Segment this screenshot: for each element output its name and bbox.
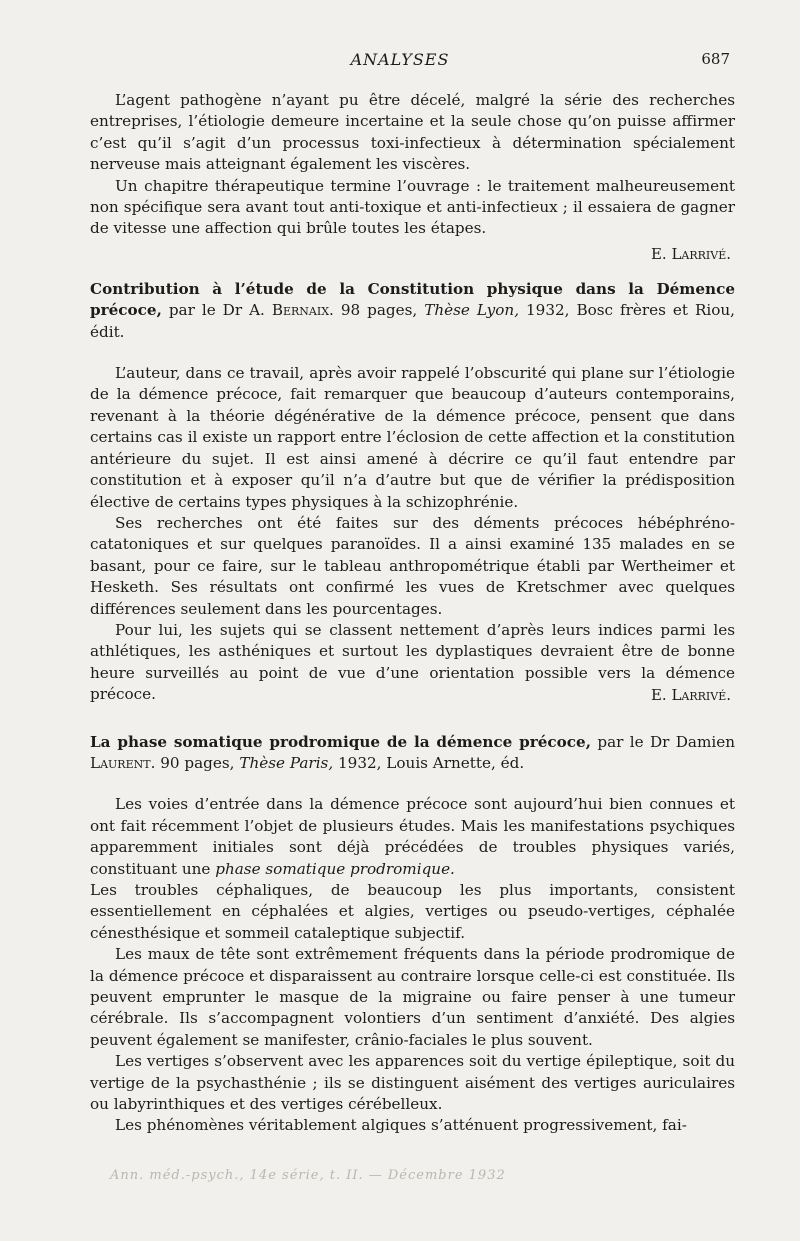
review-title: Contribution à l’étude de la Constitution physique dans la Démence précoce,: [90, 279, 735, 320]
page-number: 687: [701, 50, 730, 68]
thesis-place: Thèse Paris,: [239, 753, 334, 772]
running-head: [0, 50, 800, 74]
paragraph: L’agent pathogène n’ayant pu être décelé, malgré la série des recherches entreprises, l’étiologie demeure incertaine et la seule chose qu’on puisse affirmer c’est qu’il s’agit d’un processus toxi-infectieux à détermination spécialement nerveuse mais atteignant également les viscères.: [90, 91, 735, 174]
review-title: La phase somatique prodromique de la démence précoce,: [90, 732, 591, 751]
paragraph: Les maux de tête sont extrêmement fréquents dans la période prodromique de la démence précoce et disparaissent au contraire lorsque celle-ci est constituée. Ils peuvent emprunter le masque de la migraine ou faire penser à une tumeur cérébrale. Ils s’accompagnent volontiers d’un sentiment d’anxiété. Des algies peuvent également se manifester, crânio-faciales le plus souvent.: [90, 945, 735, 1049]
details: 90 pages,: [160, 753, 235, 772]
publisher: 1932, Bosc frères et Riou, édit.: [90, 301, 735, 341]
paragraph: Les phénomènes véritablement algiques s’atténuent progressivement, fai-: [115, 1116, 687, 1135]
article-body: [90, 90, 735, 1137]
details: 98 pages,: [340, 301, 418, 320]
review-author: A. Bernaix.: [249, 301, 334, 320]
review-heading: [90, 732, 735, 775]
reviewer-signature: E. Larrivé.: [650, 685, 731, 704]
paragraph: Un chapitre thérapeutique termine l’ouvrage : le traitement malheureusement non spécifique sera avant tout anti-toxique et anti-infectieux ; il essaiera de gagner de vitesse une affection qui brûle toutes les étapes.: [90, 176, 735, 238]
review-author: Laurent.: [90, 753, 156, 772]
paragraph: Les vertiges s’observent avec les apparences soit du vertige épileptique, soit du vertige de la psychasthénie ; ils se distinguent aisément des vertiges auriculaires ou labyrinthiques et des vertiges cérébelleux.: [90, 1052, 735, 1114]
paragraph: Pour lui, les sujets qui se classent nettement d’après leurs indices parmi les athlétiques, les asthéniques et surtout les dyplastiques devraient être de bonne heure surveillés au point de vue d’une orientation possible vers la démence précoce.: [90, 620, 735, 704]
paragraph: Ses recherches ont été faites sur des déments précoces hébéphréno-catatoniques et sur quelques paranoïdes. Il a ainsi examiné 135 malades en se basant, pour ce faire, sur le tableau anthropométrique établi par Wertheimer et Hesketh. Ses résultats ont confirmé les vues de Kretschmer avec quelques différences seulement dans les pourcentages.: [90, 513, 735, 618]
paragraph: L’auteur, dans ce travail, après avoir rappelé l’obscurité qui plane sur l’étiologie de la démence précoce, fait remarquer que beaucoup d’auteurs contemporains, revenant à la théorie dégénérative de la démence précoce, pensent que dans certains cas il existe un rapport entre l’éclosion de cette affection et la constitution antérieure du sujet. Il est ainsi amené à décrire ce qu’il faut entendre par constitution et à exposer qu’il n’a d’autre but que de vérifier la prédisposition élective de certains types physiques à la schizophrénie.: [90, 364, 735, 511]
bleed-through-footer: Ann. méd.-psych., 14e série, t. II. — Décembre 1932: [110, 1168, 506, 1183]
paragraph: Les troubles céphaliques, de beaucoup les plus importants, consistent essentiellement en céphalées et algies, vertiges ou pseudo-vertiges, céphalée cénesthésique et sommeil cataleptique subjectif.: [90, 881, 735, 942]
running-head-title: ANALYSES: [350, 50, 450, 69]
paragraph-text: Les voies d’entrée dans la démence précoce sont aujourd’hui bien connues et ont fait récemment l’objet de plusieurs études. Mais les manifestations psychiques apparemment initiales sont déjà précédées de troubles physiques variés, constituant une: [90, 795, 735, 878]
author-prefix: par le Dr: [168, 301, 243, 320]
emphasis: phase somatique prodromique.: [215, 859, 455, 878]
author-prefix: par le Dr Damien: [597, 732, 735, 751]
thesis-place: Thèse Lyon,: [424, 301, 520, 320]
reviewer-signature: E. Larrivé.: [650, 244, 731, 263]
paragraph: [90, 794, 735, 880]
publisher: 1932, Louis Arnette, éd.: [338, 753, 525, 772]
review-heading: [90, 279, 735, 343]
